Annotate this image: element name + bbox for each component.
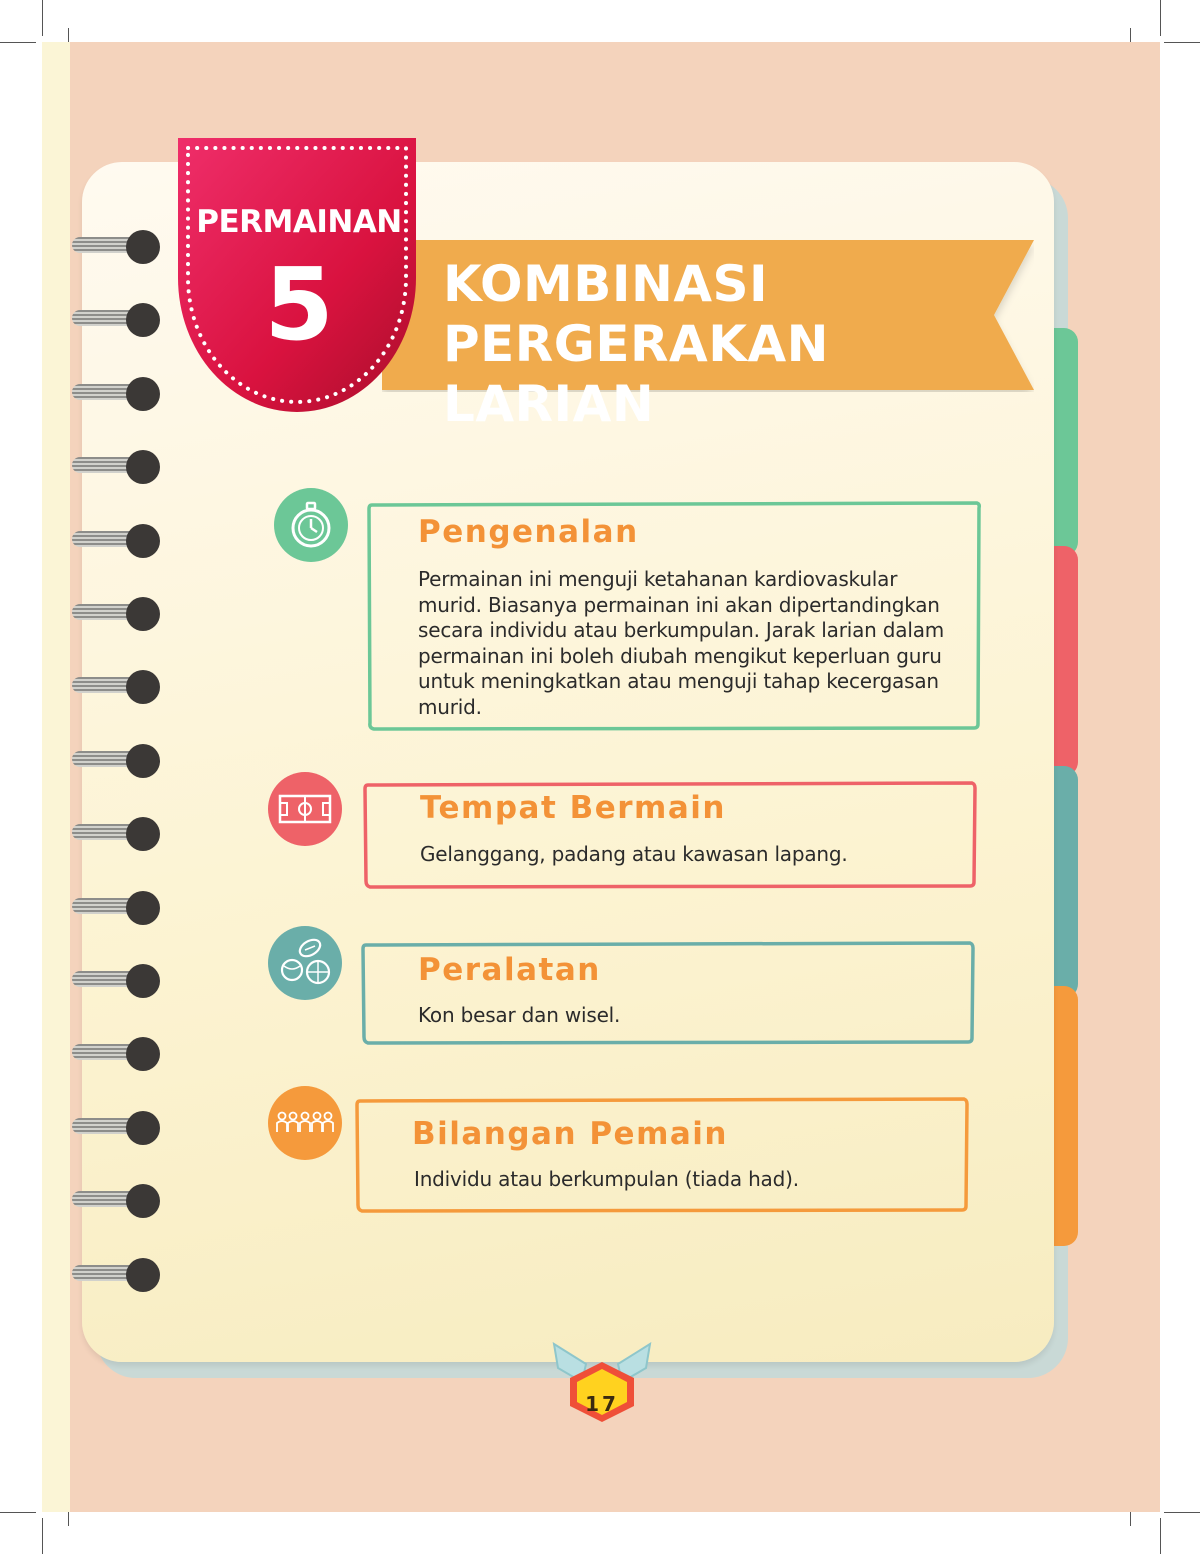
spiral-ring <box>72 301 164 341</box>
spiral-hole <box>126 1184 160 1218</box>
spiral-ring <box>72 1256 164 1296</box>
section-heading: Pengenalan <box>418 514 639 550</box>
title-line-1: KOMBINASI <box>443 255 769 313</box>
sports-balls-icon <box>268 926 342 1000</box>
spiral-ring <box>72 522 164 562</box>
stopwatch-icon <box>274 488 348 562</box>
spiral-hole <box>126 744 160 778</box>
spiral-hole <box>126 1258 160 1292</box>
spiral-ring <box>72 1182 164 1222</box>
spiral-hole <box>126 303 160 337</box>
section-card-tempat-bermain <box>362 780 978 890</box>
players-group-icon <box>268 1086 342 1160</box>
spiral-hole <box>126 524 160 558</box>
spiral-hole <box>126 450 160 484</box>
badge-number: 5 <box>264 246 334 363</box>
page-title <box>443 254 1023 434</box>
spiral-hole <box>126 670 160 704</box>
spiral-ring <box>72 668 164 708</box>
sports-field-icon <box>268 772 342 846</box>
section-body: Kon besar dan wisel. <box>418 1003 621 1027</box>
spiral-hole <box>126 230 160 264</box>
spiral-hole <box>126 817 160 851</box>
section-card-pengenalan <box>366 500 982 732</box>
crop-mark <box>0 42 36 43</box>
section-heading: Peralatan <box>418 952 601 988</box>
section-body: Permainan ini menguji ketahanan kardiovaskular murid. Biasanya permainan ini akan dipertandingkan secara individu atau berkumpulan. Jarak larian dalam permainan ini boleh diubah mengikut keperluan guru untuk meningkatkan atau menguji tahap kecergasan murid. <box>418 567 945 719</box>
spiral-ring <box>72 962 164 1002</box>
crop-mark <box>1160 1518 1161 1554</box>
crop-mark <box>0 1512 36 1513</box>
spiral-hole <box>126 377 160 411</box>
spiral-hole <box>126 964 160 998</box>
spiral-ring <box>72 1035 164 1075</box>
badge-label: PERMAINAN <box>196 204 402 240</box>
spiral-ring <box>72 375 164 415</box>
page-number: 17 <box>585 1392 619 1416</box>
spiral-hole <box>126 597 160 631</box>
crop-mark <box>1164 1512 1200 1513</box>
section-card-bilangan-pemain <box>354 1096 970 1214</box>
spiral-ring <box>72 1109 164 1149</box>
crop-mark <box>42 0 43 36</box>
spiral-ring <box>72 595 164 635</box>
title-line-2: PERGERAKAN LARIAN <box>443 315 829 433</box>
crop-mark <box>42 1518 43 1554</box>
page-edge-strip <box>42 42 70 1512</box>
section-heading: Bilangan Pemain <box>412 1116 729 1152</box>
spiral-hole <box>126 1037 160 1071</box>
crop-mark <box>1164 42 1200 43</box>
section-heading: Tempat Bermain <box>420 790 726 826</box>
spiral-ring <box>72 815 164 855</box>
spiral-ring <box>72 448 164 488</box>
spiral-hole <box>126 1111 160 1145</box>
section-body: Gelanggang, padang atau kawasan lapang. <box>420 842 848 866</box>
spiral-hole <box>126 891 160 925</box>
section-body: Individu atau berkumpulan (tiada had). <box>414 1167 799 1191</box>
spiral-ring <box>72 228 164 268</box>
section-card-peralatan <box>360 940 976 1046</box>
spiral-ring <box>72 889 164 929</box>
spiral-ring <box>72 742 164 782</box>
crop-mark <box>1160 0 1161 36</box>
